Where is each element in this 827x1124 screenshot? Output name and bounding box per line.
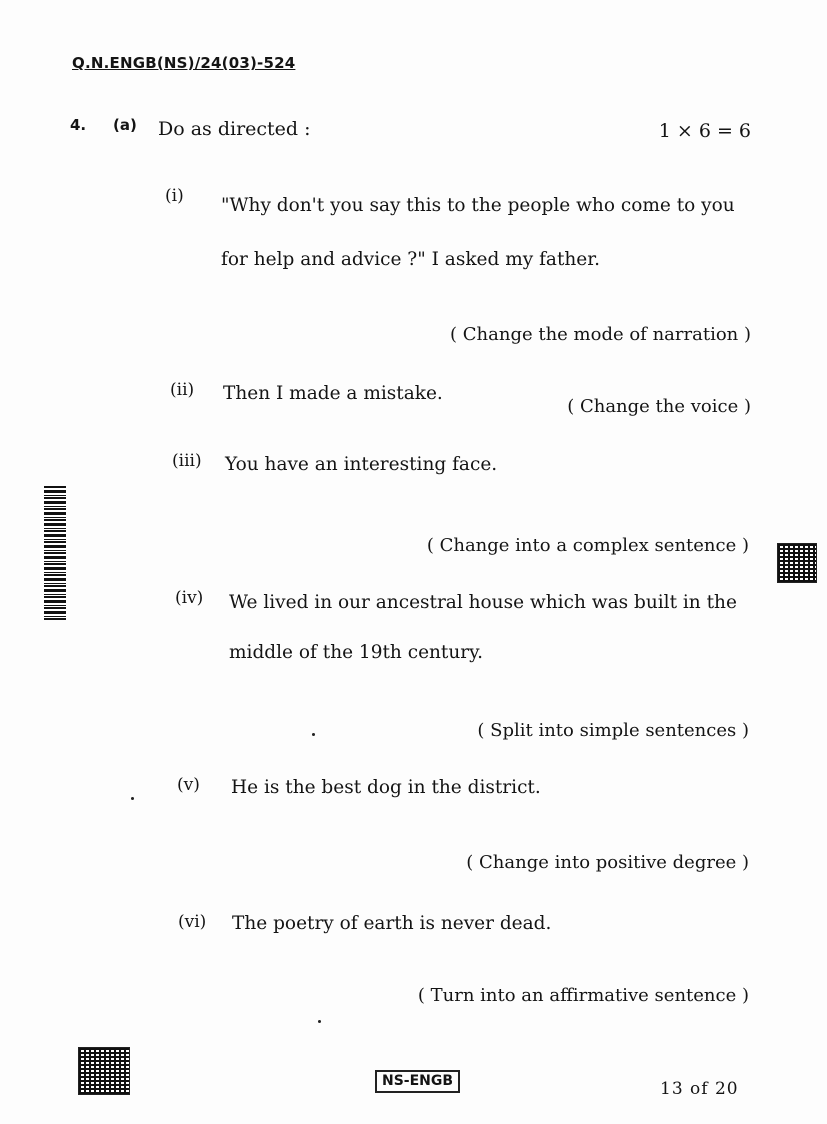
item-number: (iii)	[172, 451, 202, 471]
scan-speck	[131, 797, 134, 800]
item-text-line: You have an interesting face.	[225, 454, 498, 475]
item-text-line: middle of the 19th century.	[229, 642, 483, 663]
question-part-label: (a)	[113, 116, 137, 134]
question-marks: 1 × 6 = 6	[658, 120, 751, 142]
item-text-line: He is the best dog in the district.	[231, 777, 541, 798]
item-direction: ( Turn into an affirmative sentence )	[417, 985, 749, 1006]
item-number: (i)	[165, 186, 184, 206]
item-direction: ( Change the mode of narration )	[450, 324, 751, 345]
footer-paper-code: NS-ENGB	[375, 1070, 460, 1093]
scan-speck	[318, 1020, 321, 1023]
qr-code-icon	[78, 1047, 130, 1095]
item-direction: ( Change into positive degree )	[466, 852, 749, 873]
barcode-graphic	[44, 486, 66, 620]
item-direction: ( Change the voice )	[567, 396, 751, 417]
item-text-line: "Why don't you say this to the people who come to you	[221, 195, 735, 216]
page-number: 13 of 20	[660, 1079, 739, 1099]
item-text-line: Then I made a mistake.	[223, 383, 443, 404]
item-direction: ( Change into a complex sentence )	[426, 535, 749, 556]
item-direction: ( Split into simple sentences )	[477, 720, 749, 741]
item-text-line: We lived in our ancestral house which was built in the	[229, 592, 737, 613]
question-instruction: Do as directed :	[158, 118, 311, 140]
question-number: 4.	[70, 116, 87, 134]
item-number: (iv)	[175, 588, 204, 608]
paper-code: Q.N.ENGB(NS)/24(03)-524	[72, 54, 296, 72]
item-number: (vi)	[178, 912, 207, 932]
scan-speck	[312, 733, 315, 736]
item-text-line: The poetry of earth is never dead.	[232, 913, 552, 934]
item-number: (v)	[177, 775, 200, 795]
item-text-line: for help and advice ?" I asked my father.	[221, 249, 600, 270]
qr-code-icon	[777, 543, 817, 583]
item-number: (ii)	[170, 380, 195, 400]
